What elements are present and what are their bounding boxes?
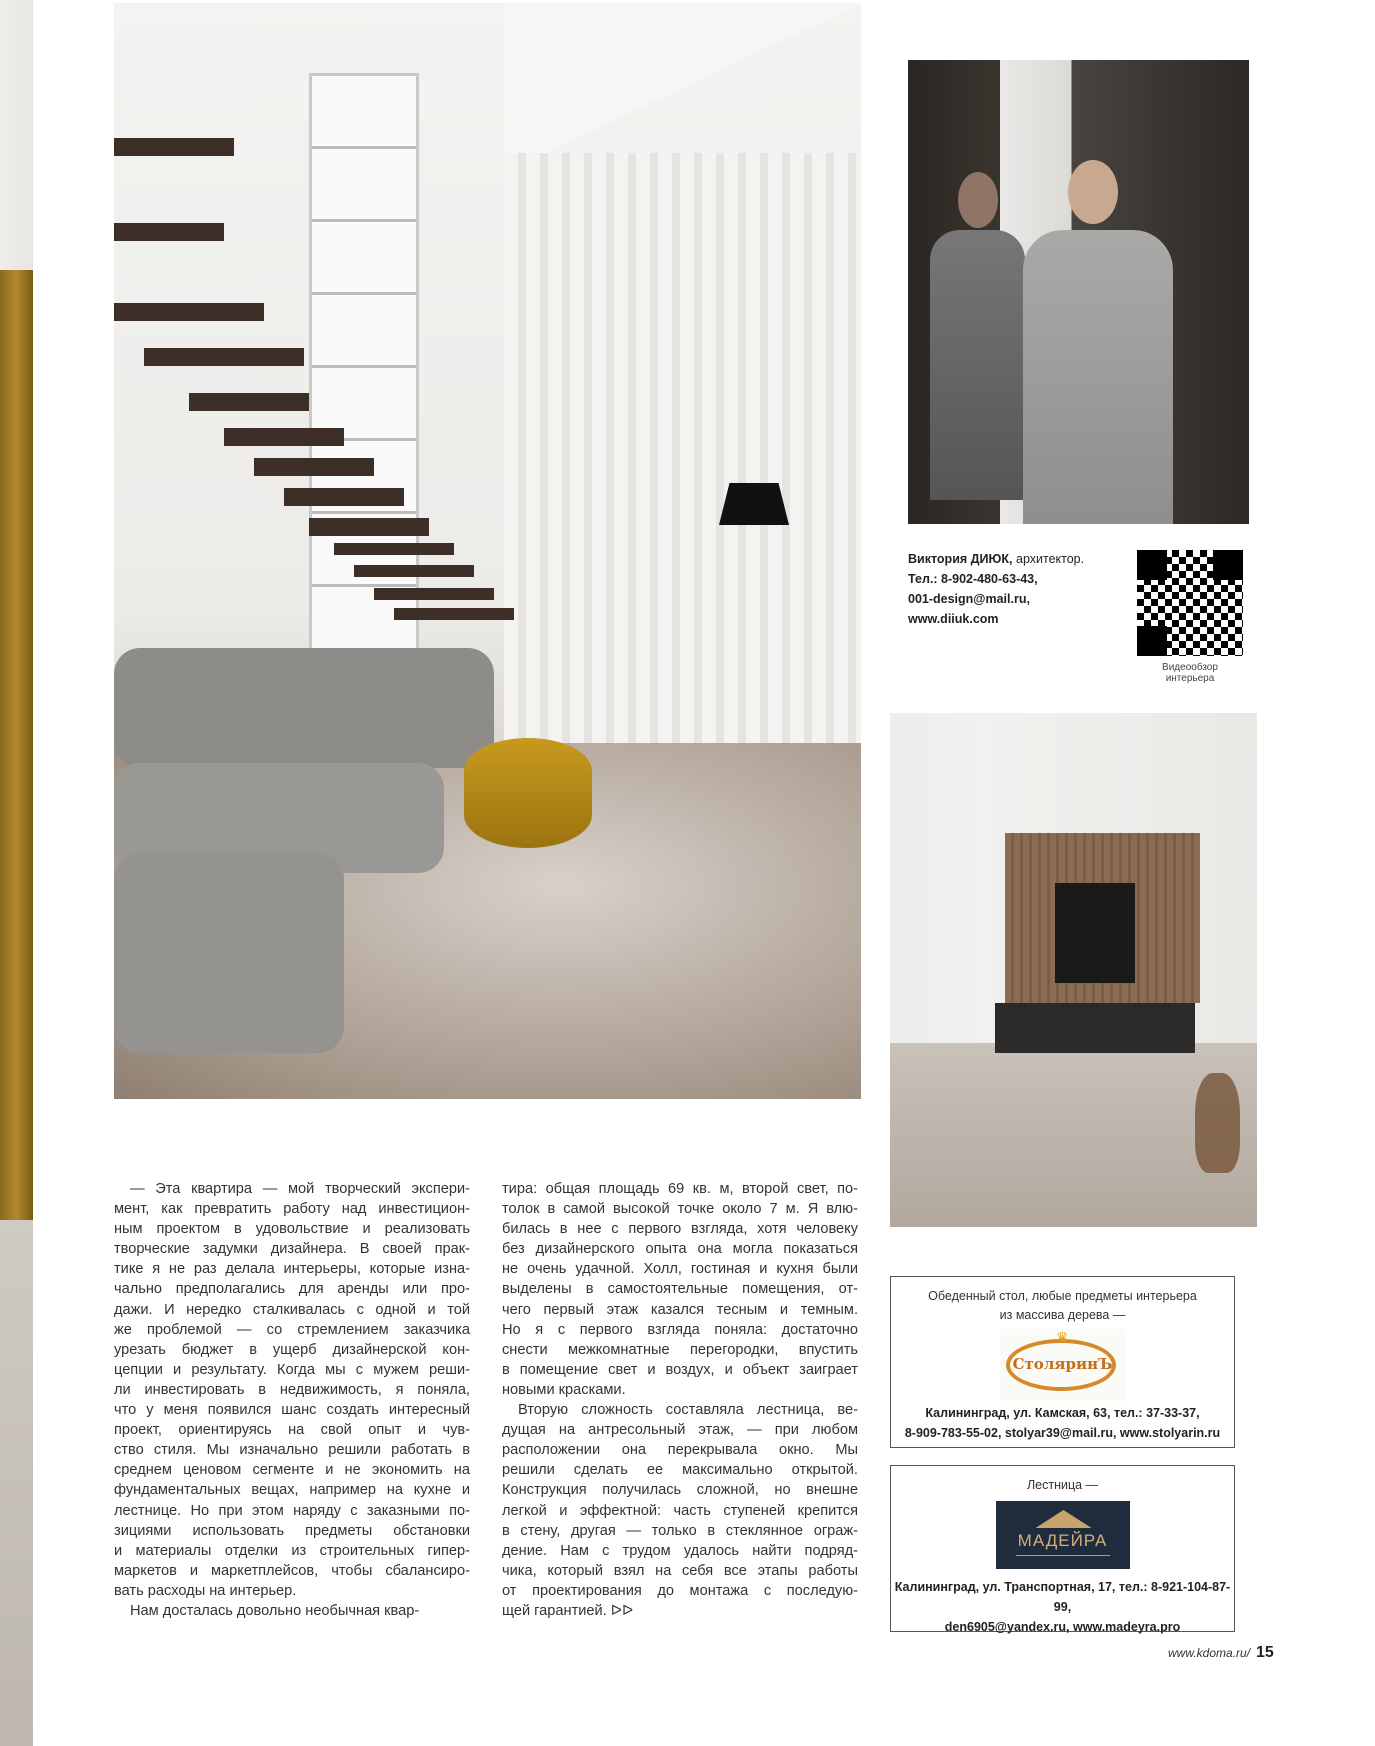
- text-line: от проектирования до монтажа с последую-: [502, 1582, 858, 1599]
- ad-contacts: den6905@yandex.ru, www.madeyra.pro: [944, 1620, 1181, 1634]
- text-line: что у меня появился шанс создать интересный: [114, 1402, 470, 1419]
- article-column-2: [502, 1179, 858, 1621]
- text-line: расположении она перекрывала окно. Мы: [502, 1442, 858, 1459]
- text-line: снести межкомнатные перегородки, впустить: [502, 1341, 858, 1358]
- text-line: не очень удачной. Холл, гостиная и кухня были: [502, 1261, 858, 1278]
- text-line: новыми красками.: [502, 1381, 626, 1398]
- text-line: лестнице. Но при этом наряду с заказными по-: [114, 1502, 470, 1519]
- stolyarin-logo-text: СтоляринЪ: [1012, 1355, 1113, 1373]
- qr-caption: Видеообзор интерьера: [1162, 662, 1218, 684]
- text-line: маркетов и маркетплейсов, чтобы сбалансиро-: [114, 1562, 470, 1579]
- page-footer: [1168, 1644, 1274, 1662]
- text-line: творческие задумки дизайнера. В своей прак-: [114, 1241, 470, 1258]
- text-line: дажи. И нередко сталкивалась с одной и той: [114, 1301, 470, 1318]
- ad-address: Калининград, ул. Камская, 63, тел.: 37-33-37,: [925, 1406, 1200, 1420]
- text-line: выделены в самостоятельные помещения, от-: [502, 1281, 858, 1298]
- ad-contacts: 8-909-783-55-02, stolyar39@mail.ru, www.stolyarin.ru: [904, 1426, 1221, 1440]
- text-line: проект, ориентируясь на свой опыт и чув-: [114, 1422, 470, 1439]
- madeyra-logo: [996, 1501, 1130, 1569]
- tv-wall-photo: [890, 713, 1257, 1227]
- text-line: же проблемой — со стремлением заказчика: [114, 1321, 470, 1338]
- stolyarin-logo: ♛ СтоляринЪ: [1000, 1329, 1125, 1401]
- architect-contact: [908, 549, 1128, 629]
- text-line: фундаментальных вещах, например на кухне и: [114, 1482, 470, 1499]
- text-line: вать расходы на интерьер.: [114, 1582, 297, 1599]
- ad-intro: из массива дерева —: [999, 1308, 1126, 1322]
- text-line: легкой и эффектной: часть ступеней крепится: [502, 1502, 858, 1519]
- ad-stolyarin: [890, 1276, 1235, 1448]
- text-line: билась в нее с первого взгляда, хотя человеку: [502, 1221, 858, 1238]
- text-line: ли инвестировать в недвижимость, я поняла,: [114, 1381, 470, 1398]
- text-line: Конструкция получилась сложной, но внешне: [502, 1482, 858, 1499]
- text-line: толок в самой высокой точке около 7 м. Я влю-: [502, 1201, 858, 1218]
- footer-site[interactable]: www.kdoma.ru/: [1168, 1646, 1251, 1660]
- text-line: мент, как превратить работу над инвестицион-: [114, 1201, 470, 1218]
- text-line: цепции и результату. Когда мы с мужем реши-: [114, 1361, 470, 1378]
- text-line: тике я не раз делала интерьеры, которые изна-: [114, 1261, 470, 1278]
- architect-phone: Тел.: 8-902-480-63-43,: [908, 572, 1038, 586]
- text-line: и материалы отделки из строительных гипер-: [114, 1542, 470, 1559]
- text-line: чего первый этаж казался тесным и темным.: [502, 1301, 858, 1318]
- text-line: без дизайнерского опыта она могла показаться: [502, 1241, 858, 1258]
- text-line: тира: общая площадь 69 кв. м, второй свет, по-: [502, 1181, 858, 1197]
- architect-portrait-photo: [908, 60, 1249, 524]
- text-line: чально предполагались для аренды или про-: [114, 1281, 470, 1298]
- ad-intro: Обеденный стол, любые предметы интерьера: [928, 1289, 1197, 1303]
- text-line: Вторую сложность составляла лестница, ве-: [518, 1402, 858, 1419]
- ad-address: Калининград, ул. Транспортная, 17, тел.: 8-921-104-87-99,: [894, 1580, 1231, 1614]
- text-line: в помещение свет и воздух, и объект заиграет: [502, 1361, 858, 1378]
- architect-name: Виктория ДИЮК,: [908, 552, 1013, 566]
- text-line: Но я с первого взгляда поняла: достаточно: [502, 1321, 858, 1338]
- text-line: среднем ценовом сегменте и не экономить на: [114, 1462, 470, 1479]
- text-line: чика, который взял на себя все этапы работы: [502, 1562, 858, 1579]
- architect-email[interactable]: 001-design@mail.ru,: [908, 592, 1030, 606]
- text-line: — Эта квартира — мой творческий экспери-: [130, 1181, 470, 1197]
- ad-madeyra: [890, 1465, 1235, 1632]
- living-room-photo: [114, 3, 861, 1099]
- article-column-1: [114, 1179, 470, 1621]
- ad-intro: Лестница —: [1026, 1478, 1099, 1492]
- text-line: решили сделать ее максимально открытой.: [502, 1462, 858, 1479]
- text-line: дение. Нам с трудом удалось найти подряд-: [502, 1542, 858, 1559]
- madeyra-logo-text: МАДЕЙРА: [1017, 1531, 1108, 1550]
- text-line: урезать бюджет в ущерб дизайнерской кон-: [114, 1341, 470, 1358]
- text-line: дущая на антресольный этаж, — при любом: [502, 1422, 858, 1439]
- architect-role: архитектор.: [1012, 552, 1085, 566]
- page-number: 15: [1256, 1644, 1274, 1661]
- text-line: ным проектом в удовольствие и реализовать: [114, 1221, 470, 1238]
- architect-website[interactable]: www.diiuk.com: [908, 612, 999, 626]
- adjacent-page-photo-edge: [0, 0, 33, 1746]
- text-line: в стену, другая — только в стеклянное ограж-: [502, 1522, 858, 1539]
- text-line: ство стиля. Мы изначально решили работать в: [114, 1442, 470, 1459]
- qr-code-icon[interactable]: [1137, 550, 1243, 656]
- text-line: Нам досталась довольно необычная квар-: [130, 1602, 420, 1619]
- text-line: щей гарантией. ᐅᐅ: [502, 1602, 634, 1619]
- text-line: зициями использовать предметы обстановки: [114, 1522, 470, 1539]
